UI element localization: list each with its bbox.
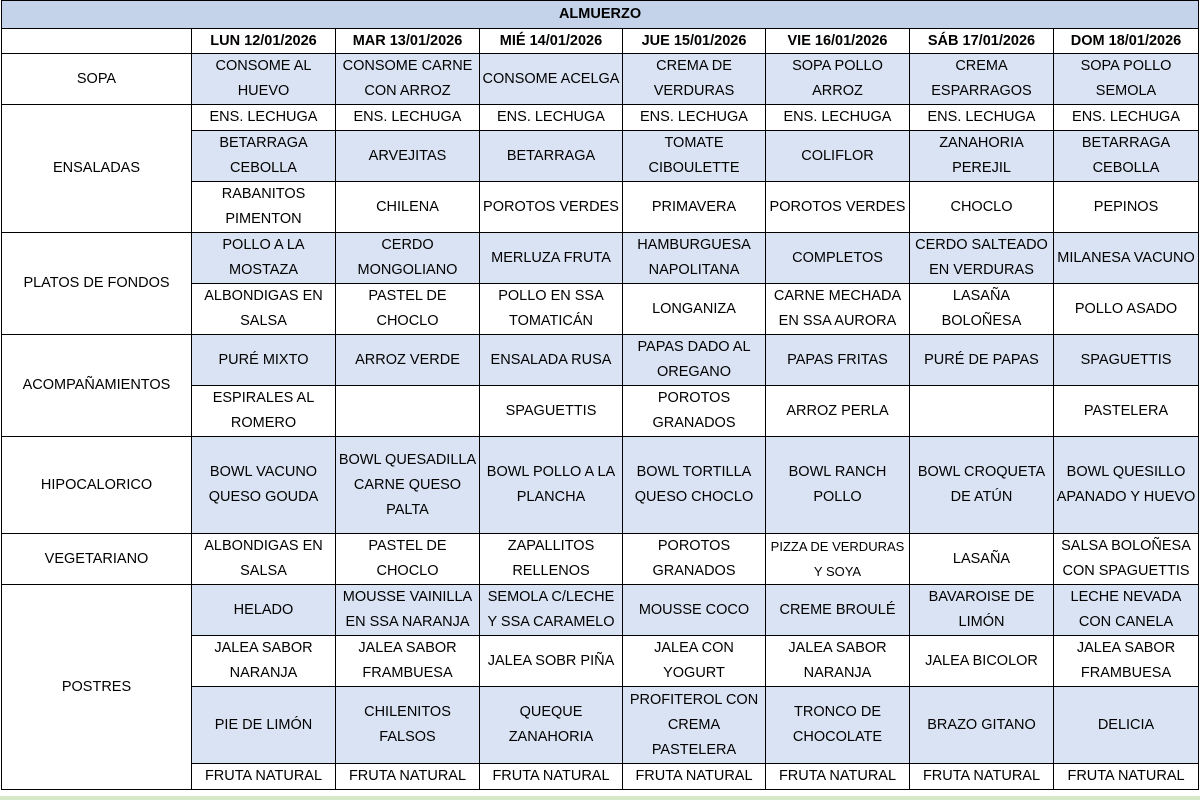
dish-cell: ALBONDIGAS EN SALSA (192, 534, 336, 585)
dish-cell: PURÉ DE PAPAS (910, 335, 1054, 386)
dish-cell: PEPINOS (1054, 182, 1199, 233)
dish-cell: PASTEL DE CHOCLO (336, 284, 480, 335)
dish-cell: TRONCO DE CHOCOLATE (766, 687, 910, 764)
day-header: LUN 12/01/2026 (192, 29, 336, 54)
dish-cell: JALEA SABOR FRAMBUESA (1054, 636, 1199, 687)
dish-cell: ENS. LECHUGA (766, 105, 910, 131)
dish-cell: ARROZ PERLA (766, 386, 910, 437)
dish-cell: BOWL QUESADILLA CARNE QUESO PALTA (336, 437, 480, 534)
dish-cell: CHILENITOS FALSOS (336, 687, 480, 764)
day-header: MAR 13/01/2026 (336, 29, 480, 54)
menu-title: ALMUERZO (2, 1, 1199, 29)
day-header: JUE 15/01/2026 (623, 29, 766, 54)
dish-cell: BOWL QUESILLO APANADO Y HUEVO (1054, 437, 1199, 534)
menu-row (2, 105, 1199, 131)
menu-row (2, 233, 1199, 284)
dish-cell: BOWL CROQUETA DE ATÚN (910, 437, 1054, 534)
dish-cell: CERDO SALTEADO EN VERDURAS (910, 233, 1054, 284)
dish-cell: PIZZA DE VERDURAS Y SOYA (766, 534, 910, 585)
category-cell: VEGETARIANO (2, 534, 192, 585)
dish-cell: MERLUZA FRUTA (480, 233, 623, 284)
dish-cell: PAPAS DADO AL OREGANO (623, 335, 766, 386)
dish-cell: MOUSSE VAINILLA EN SSA NARANJA (336, 585, 480, 636)
lunch-menu-table (1, 0, 1199, 790)
dish-cell: MOUSSE COCO (623, 585, 766, 636)
dish-cell: FRUTA NATURAL (910, 764, 1054, 790)
dish-cell: ZAPALLITOS RELLENOS (480, 534, 623, 585)
dish-cell: JALEA SABOR FRAMBUESA (336, 636, 480, 687)
dish-cell: ARVEJITAS (336, 131, 480, 182)
dish-cell: SALSA BOLOÑESA CON SPAGUETTIS (1054, 534, 1199, 585)
category-cell: ACOMPAÑAMIENTOS (2, 335, 192, 437)
dish-cell (910, 386, 1054, 437)
category-cell: HIPOCALORICO (2, 437, 192, 534)
menu-row (2, 437, 1199, 534)
dish-cell: POLLO EN SSA TOMATICÁN (480, 284, 623, 335)
corner-cell (2, 29, 192, 54)
dish-cell: SPAGUETTIS (480, 386, 623, 437)
dish-cell: BETARRAGA (480, 131, 623, 182)
dish-cell: BAVAROISE DE LIMÓN (910, 585, 1054, 636)
dish-cell: CONSOME CARNE CON ARROZ (336, 54, 480, 105)
dish-cell: SOPA POLLO ARROZ (766, 54, 910, 105)
dish-cell: CHILENA (336, 182, 480, 233)
dish-cell: CREMA ESPARRAGOS (910, 54, 1054, 105)
dish-cell: ENS. LECHUGA (192, 105, 336, 131)
dish-cell: ENS. LECHUGA (480, 105, 623, 131)
dish-cell: ENS. LECHUGA (623, 105, 766, 131)
dish-cell: ALBONDIGAS EN SALSA (192, 284, 336, 335)
dish-cell: LASAÑA BOLOÑESA (910, 284, 1054, 335)
dish-cell: ENSALADA RUSA (480, 335, 623, 386)
dish-cell: DELICIA (1054, 687, 1199, 764)
dish-cell: HAMBURGUESA NAPOLITANA (623, 233, 766, 284)
category-cell: POSTRES (2, 585, 192, 790)
dish-cell: CARNE MECHADA EN SSA AURORA (766, 284, 910, 335)
menu-row (2, 335, 1199, 386)
dish-cell: ARROZ VERDE (336, 335, 480, 386)
dish-cell: RABANITOS PIMENTON (192, 182, 336, 233)
dish-cell: BOWL TORTILLA QUESO CHOCLO (623, 437, 766, 534)
dish-cell: POLLO A LA MOSTAZA (192, 233, 336, 284)
category-cell: PLATOS DE FONDOS (2, 233, 192, 335)
dish-cell: POROTOS VERDES (480, 182, 623, 233)
footer-strip (0, 796, 1200, 800)
dish-cell: JALEA SOBR PIÑA (480, 636, 623, 687)
dish-cell: CHOCLO (910, 182, 1054, 233)
dish-cell: MILANESA VACUNO (1054, 233, 1199, 284)
dish-cell: JALEA SABOR NARANJA (766, 636, 910, 687)
dish-cell: BETARRAGA CEBOLLA (1054, 131, 1199, 182)
dish-cell: CERDO MONGOLIANO (336, 233, 480, 284)
dish-cell: CONSOME ACELGA (480, 54, 623, 105)
category-cell: ENSALADAS (2, 105, 192, 233)
dish-cell: SEMOLA C/LECHE Y SSA CARAMELO (480, 585, 623, 636)
dish-cell: CREMA DE VERDURAS (623, 54, 766, 105)
dish-cell: ZANAHORIA PEREJIL (910, 131, 1054, 182)
dish-cell (336, 386, 480, 437)
dish-cell: CREME BROULÉ (766, 585, 910, 636)
dish-cell: SPAGUETTIS (1054, 335, 1199, 386)
dish-cell: PASTELERA (1054, 386, 1199, 437)
dish-cell: CONSOME AL HUEVO (192, 54, 336, 105)
dish-cell: FRUTA NATURAL (766, 764, 910, 790)
dish-cell: ENS. LECHUGA (1054, 105, 1199, 131)
dish-cell: LECHE NEVADA CON CANELA (1054, 585, 1199, 636)
menu-row (2, 585, 1199, 636)
dish-cell: LASAÑA (910, 534, 1054, 585)
dish-cell: FRUTA NATURAL (1054, 764, 1199, 790)
day-header: SÁB 17/01/2026 (910, 29, 1054, 54)
dish-cell: BOWL POLLO A LA PLANCHA (480, 437, 623, 534)
dish-cell: PASTEL DE CHOCLO (336, 534, 480, 585)
dish-cell: FRUTA NATURAL (480, 764, 623, 790)
dish-cell: COLIFLOR (766, 131, 910, 182)
dish-cell: JALEA CON YOGURT (623, 636, 766, 687)
day-header: MIÉ 14/01/2026 (480, 29, 623, 54)
dish-cell: FRUTA NATURAL (623, 764, 766, 790)
dish-cell: POLLO ASADO (1054, 284, 1199, 335)
dish-cell: BOWL VACUNO QUESO GOUDA (192, 437, 336, 534)
dish-cell: FRUTA NATURAL (336, 764, 480, 790)
dish-cell: BRAZO GITANO (910, 687, 1054, 764)
dish-cell: PAPAS FRITAS (766, 335, 910, 386)
dish-cell: BETARRAGA CEBOLLA (192, 131, 336, 182)
dish-cell: POROTOS GRANADOS (623, 534, 766, 585)
dish-cell: PIE DE LIMÓN (192, 687, 336, 764)
dish-cell: TOMATE CIBOULETTE (623, 131, 766, 182)
dish-cell: QUEQUE ZANAHORIA (480, 687, 623, 764)
title-row (2, 1, 1199, 29)
menu-row (2, 534, 1199, 585)
days-header-row (2, 29, 1199, 54)
day-header: VIE 16/01/2026 (766, 29, 910, 54)
dish-cell: POROTOS GRANADOS (623, 386, 766, 437)
dish-cell: PURÉ MIXTO (192, 335, 336, 386)
dish-cell: FRUTA NATURAL (192, 764, 336, 790)
dish-cell: JALEA BICOLOR (910, 636, 1054, 687)
dish-cell: ENS. LECHUGA (336, 105, 480, 131)
dish-cell: PRIMAVERA (623, 182, 766, 233)
dish-cell: SOPA POLLO SEMOLA (1054, 54, 1199, 105)
menu-row (2, 54, 1199, 105)
day-header: DOM 18/01/2026 (1054, 29, 1199, 54)
dish-cell: POROTOS VERDES (766, 182, 910, 233)
category-cell: SOPA (2, 54, 192, 105)
dish-cell: PROFITEROL CON CREMA PASTELERA (623, 687, 766, 764)
dish-cell: ESPIRALES AL ROMERO (192, 386, 336, 437)
dish-cell: ENS. LECHUGA (910, 105, 1054, 131)
dish-cell: JALEA SABOR NARANJA (192, 636, 336, 687)
dish-cell: LONGANIZA (623, 284, 766, 335)
dish-cell: COMPLETOS (766, 233, 910, 284)
dish-cell: HELADO (192, 585, 336, 636)
dish-cell: BOWL RANCH POLLO (766, 437, 910, 534)
